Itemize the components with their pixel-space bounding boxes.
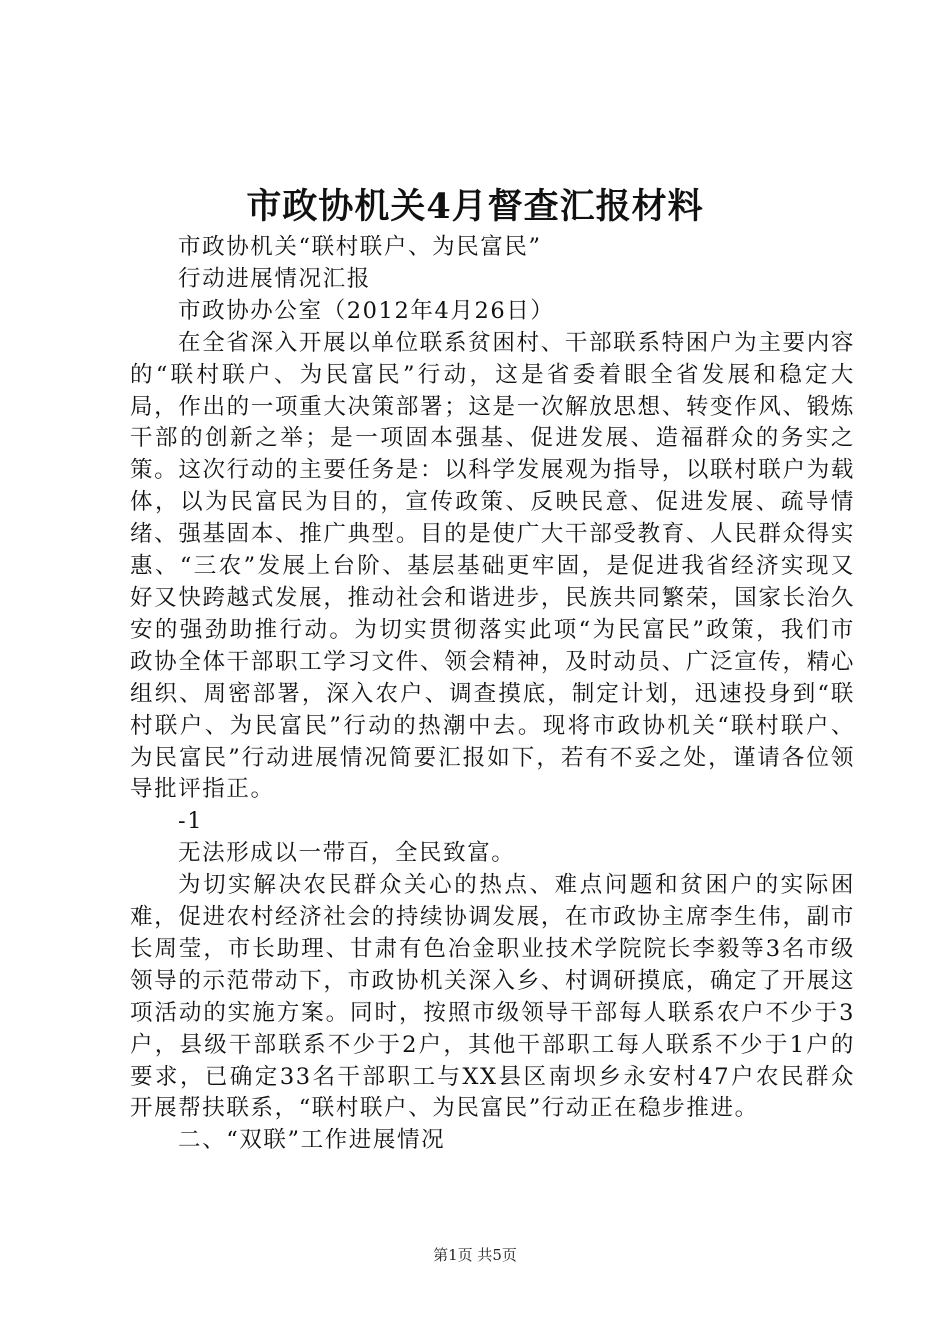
document-title: 市政协机关4月督查汇报材料 xyxy=(246,186,704,227)
paragraph-implementation: 为切实解决农民群众关心的热点、难点问题和贫困户的实际困难，促进农村经济社会的持续协调发展，在市政协主席李生伟，副市长周莹，市长助理、甘肃有色冶金职业技术学院院长李毅等3名市级领导的示范带动下，市政协机关深入乡、村调研摸底，确定了开展这项活动的实施方案。同时，按照市级领导干部每人联系农户不少于3户，县级干部联系不少于2户，其他干部职工每人联系不少于1户的要求，已确定33名干部职工与XX县区南坝乡永安村47户农民群众开展帮扶联系，“联村联户、为民富民”行动正在稳步推进。 xyxy=(130,872,855,1122)
subtitle-line-1: 市政协机关“联村联户、为民富民” xyxy=(178,234,542,260)
page-marker: -1 xyxy=(178,808,204,835)
line-fragment: 无法形成以一带百，全民致富。 xyxy=(178,840,516,867)
document-body xyxy=(130,232,855,1157)
section-heading: 二、“双联”工作进展情况 xyxy=(178,1127,446,1154)
page-footer: 第1页 共5页 xyxy=(433,1246,517,1264)
subtitle-line-2: 行动进展情况汇报 xyxy=(178,265,371,292)
author-line: 市政协办公室（2012年4月26日） xyxy=(178,297,555,324)
paragraph-intro: 在全省深入开展以单位联系贫困村、干部联系特困户为主要内容的“联村联户、为民富民”行动，这是省委着眼全省发展和稳定大局，作出的一项重大决策部署；这是一次解放思想、转变作风、锻炼干部的创新之举；是一项固本强基、促进发展、造福群众的务实之策。这次行动的主要任务是：以科学发展观为指导，以联村联户为载体，以为民富民为目的，宣传政策、反映民意、促进发展、疏导情绪、强基固本、推广典型。目的是使广大干部受教育、人民群众得实惠、“三农”发展上台阶、基层基础更牢固，是促进我省经济实现又好又快跨越式发展，推动社会和谐进步，民族共同繁荣，国家长治久安的强劲助推行动。为切实贯彻落实此项“为民富民”政策，我们市政协全体干部职工学习文件、领会精神，及时动员、广泛宣传，精心组织、周密部署，深入农户、调查摸底，制定计划，迅速投身到“联村联户、为民富民”行动的热潮中去。现将市政协机关“联村联户、为民富民”行动进展情况简要汇报如下，若有不妥之处，谨请各位领导批评指正。 xyxy=(130,329,855,803)
